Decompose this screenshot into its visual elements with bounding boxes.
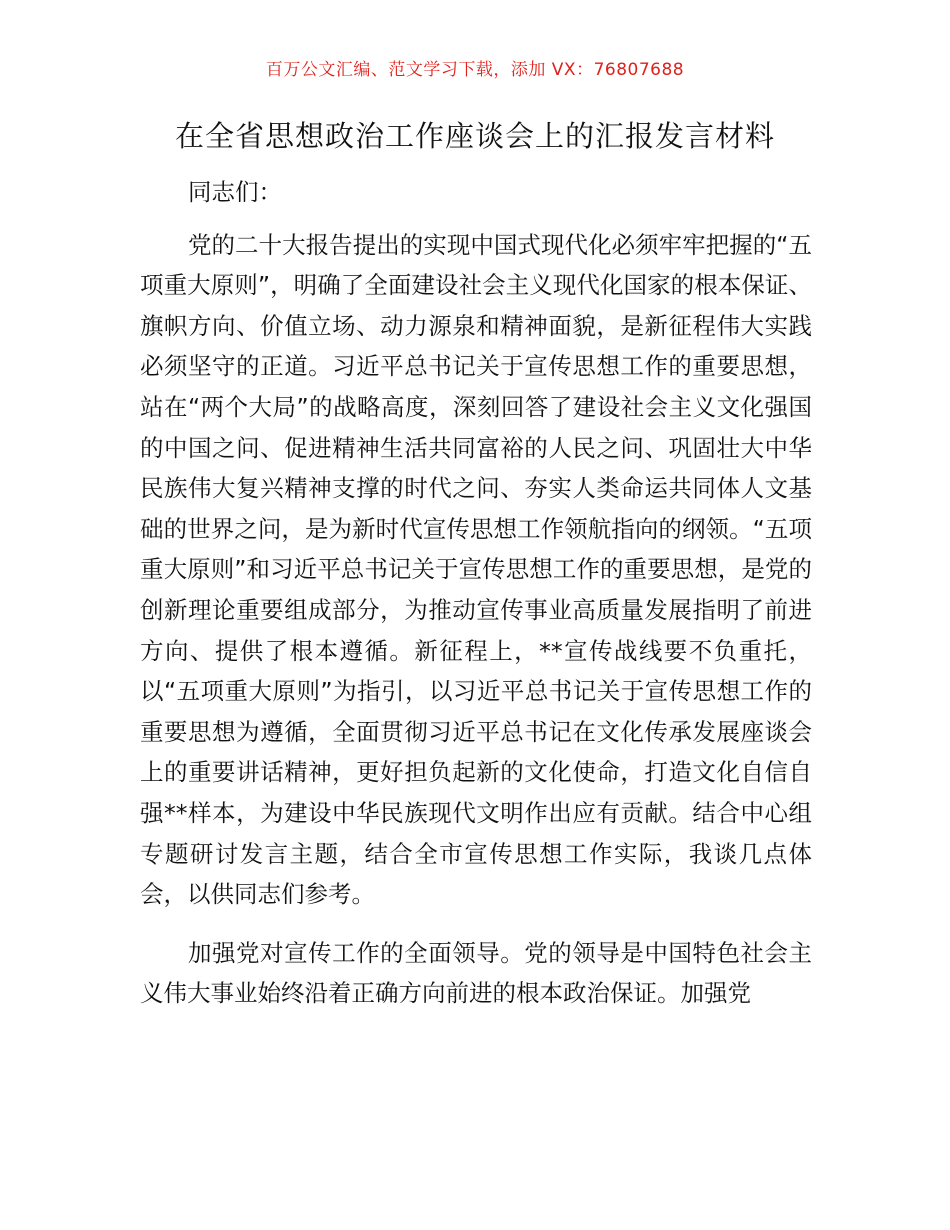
body-paragraph-2: 加强党对宣传工作的全面领导。党的领导是中国特色社会主义伟大事业始终沿着正确方向前进的根本政治保证。加强党: [140, 938, 812, 1008]
watermark-banner: 百万公文汇编、范文学习下载，添加 VX：76807688: [265, 60, 685, 80]
salutation: 同志们：: [188, 178, 282, 206]
document-body: [140, 172, 812, 1014]
body-paragraph-1: 党的二十大报告提出的实现中国式现代化必须牢牢把握的“五项重大原则”，明确了全面建设社会主义现代化国家的根本保证、旗帜方向、价值立场、动力源泉和精神面貌，是新征程伟大实践必须坚守的正道。习近平总书记关于宣传思想工作的重要思想，站在“两个大局”的战略高度，深刻回答了建设社会主义文化强国的中国之问、促进精神生活共同富裕的人民之问、巩固壮大中华民族伟大复兴精神支撑的时代之问、夯实人类命运共同体人文基础的世界之问，是为新时代宣传思想工作领航指向的纲领。“五项重大原则”和习近平总书记关于宣传思想工作的重要思想，是党的创新理论重要组成部分，为推动宣传事业高质量发展指明了前进方向、提供了根本遵循。新征程上，**宣传战线要不负重托，以“五项重大原则”为指引，以习近平总书记关于宣传思想工作的重要思想为遵循，全面贯彻习近平总书记在文化传承发展座谈会上的重要讲话精神，更好担负起新的文化使命，打造文化自信自强**样本，为建设中华民族现代文明作出应有贡献。结合中心组专题研讨发言主题，结合全市宣传思想工作实际，我谈几点体会，以供同志们参考。: [140, 230, 812, 909]
document-title: 在全省思想政治工作座谈会上的汇报发言材料: [174, 119, 775, 153]
